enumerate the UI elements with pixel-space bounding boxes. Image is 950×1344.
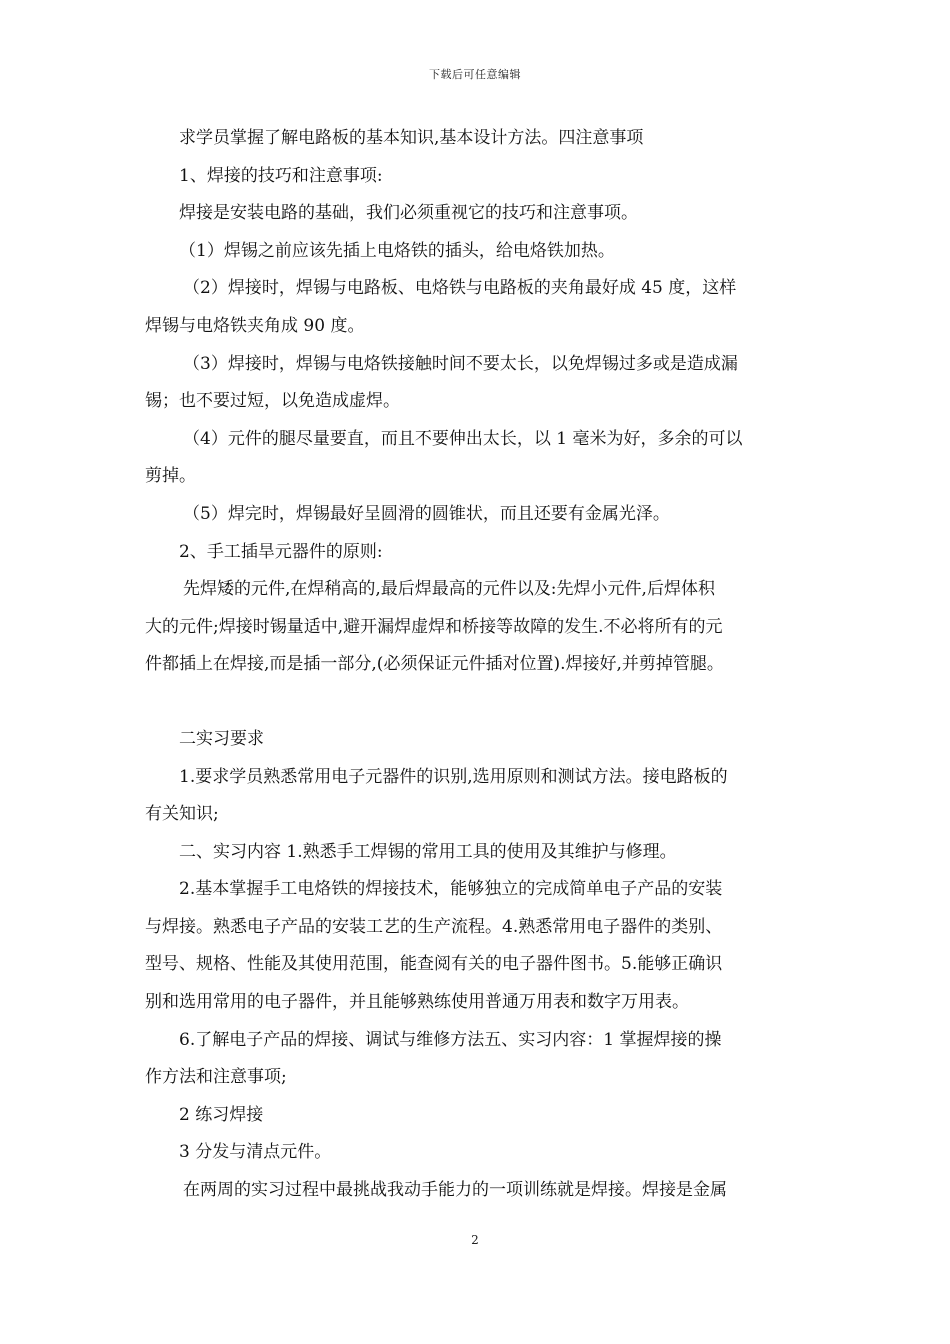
paragraph-line: 有关知识;: [145, 804, 219, 825]
list-item: 3 分发与清点元件。: [179, 1142, 332, 1163]
paragraph-line: 求学员掌握了解电路板的基本知识,基本设计方法。四注意事项: [179, 128, 644, 148]
blank-line: [145, 684, 815, 721]
paragraph-line: 二、实习内容 1.熟悉手工焊锡的常用工具的使用及其维护与修理。: [179, 841, 677, 862]
paragraph-line: 2.基本掌握手工电烙铁的焊接技术，能够独立的完成简单电子产品的安装: [179, 879, 723, 900]
list-item: （4）元件的腿尽量要直，而且不要伸出太长，以 1 毫米为好，多余的可以: [183, 428, 743, 449]
paragraph-line: 大的元件;焊接时锡量适中,避开漏焊虚焊和桥接等故障的发生.不必将所有的元: [145, 616, 723, 637]
section-heading: 2、手工插旱元器件的原则:: [179, 541, 383, 562]
list-item: 2 练习焊接: [179, 1104, 264, 1125]
paragraph-line: 别和选用常用的电子器件，并且能够熟练使用普通万用表和数字万用表。: [145, 992, 689, 1013]
list-item-continuation: 焊锡与电烙铁夹角成 90 度。: [145, 315, 365, 336]
list-item: （2）焊接时，焊锡与电路板、电烙铁与电路板的夹角最好成 45 度，这样: [183, 278, 737, 299]
list-item: （5）焊完时，焊锡最好呈圆滑的圆锥状，而且还要有金属光泽。: [183, 503, 670, 524]
page-number: 2: [471, 1233, 479, 1247]
list-item-continuation: 剪掉。: [145, 466, 196, 487]
paragraph-line: 焊接是安装电路的基础，我们必须重视它的技巧和注意事项。: [179, 203, 638, 224]
paragraph-line: 在两周的实习过程中最挑战我动手能力的一项训练就是焊接。焊接是金属: [183, 1180, 727, 1201]
list-item: （1）焊锡之前应该先插上电烙铁的插头，给电烙铁加热。: [179, 240, 615, 261]
paragraph-line: 先焊矮的元件,在焊稍高的,最后焊最高的元件以及:先焊小元件,后焊体积: [183, 579, 715, 600]
paragraph-line: 1.要求学员熟悉常用电子元器件的识别,选用原则和测试方法。接电路板的: [179, 766, 728, 787]
page-header: 下载后可任意编辑: [429, 68, 521, 81]
paragraph-line: 6.了解电子产品的焊接、调试与维修方法五、实习内容：1 掌握焊接的操: [179, 1029, 722, 1050]
list-item-continuation: 锡；也不要过短，以免造成虚焊。: [145, 391, 400, 412]
paragraph-line: 与焊接。熟悉电子产品的安装工艺的生产流程。4.熟悉常用电子器件的类别、: [145, 916, 723, 937]
section-heading: 二实习要求: [179, 728, 264, 749]
document-body: [145, 120, 815, 1210]
section-heading: 1、焊接的技巧和注意事项:: [179, 165, 383, 186]
paragraph-line: 作方法和注意事项;: [145, 1067, 287, 1088]
paragraph-line: 件都插上在焊接,而是插一部分,(必须保证元件插对位置).焊接好,并剪掉管腿。: [145, 654, 724, 675]
list-item: （3）焊接时，焊锡与电烙铁接触时间不要太长，以免焊锡过多或是造成漏: [183, 353, 738, 374]
paragraph-line: 型号、规格、性能及其使用范围，能查阅有关的电子器件图书。5.能够正确识: [145, 954, 723, 975]
